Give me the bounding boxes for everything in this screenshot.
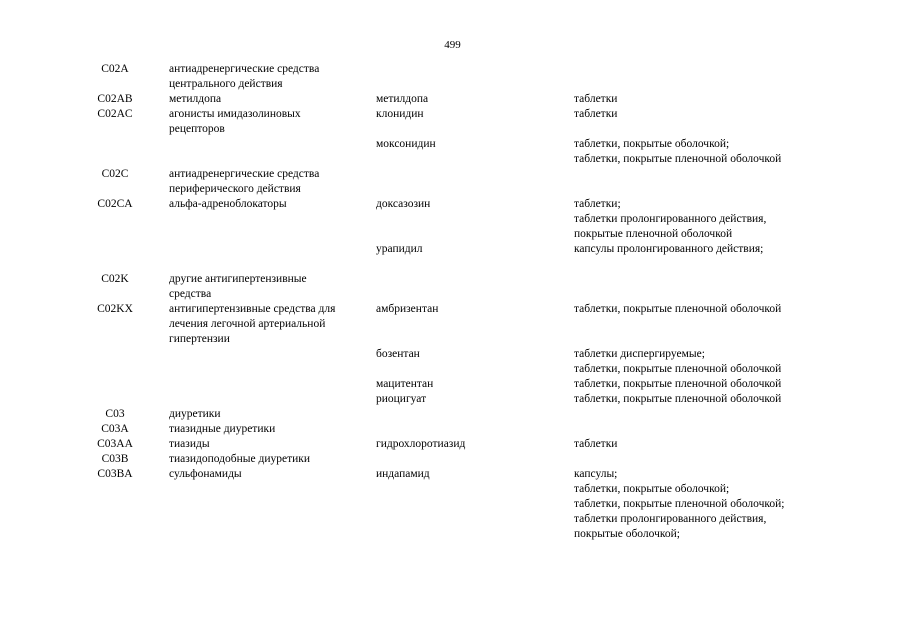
pharmacological-group: антиадренергические средства центрального действия: [169, 63, 320, 90]
table-row: [80, 302, 860, 347]
table-row: [80, 92, 860, 107]
drug-name: урапидил: [376, 243, 423, 255]
pharmacological-group: метилдопа: [169, 93, 222, 105]
table-row: [80, 167, 860, 197]
atc-code: C02KX: [97, 303, 133, 315]
table-row: [80, 62, 860, 92]
atc-code: C02C: [101, 168, 129, 180]
table-row: [80, 377, 860, 392]
pharmacological-group: альфа-адреноблокаторы: [169, 198, 287, 210]
atc-code: C02AB: [97, 93, 133, 105]
table-row: [80, 197, 860, 242]
atc-code: C03A: [101, 423, 129, 435]
page-number: 499: [444, 39, 461, 51]
dosage-form: таблетки, покрытые оболочкой; таблетки, покрытые пленочной оболочкой: [574, 138, 782, 165]
atc-code: C03B: [101, 453, 129, 465]
drug-name: моксонидин: [376, 138, 436, 150]
pharmacological-group: диуретики: [169, 408, 221, 420]
table-row: [80, 452, 860, 467]
drug-name: индапамид: [376, 468, 430, 480]
atc-code: C02AC: [97, 108, 133, 120]
atc-code: C02A: [101, 63, 129, 75]
drug-name: амбризентан: [376, 303, 439, 315]
pharmacological-group: антигипертензивные средства для лечения легочной артериальной гипертензии: [169, 303, 336, 345]
dosage-form: таблетки, покрытые пленочной оболочкой: [574, 378, 782, 390]
dosage-form: таблетки: [574, 438, 618, 450]
table-row: [80, 137, 860, 167]
table-row: [80, 467, 860, 542]
dosage-form: таблетки диспергируемые; таблетки, покрытые пленочной оболочкой: [574, 348, 782, 375]
drug-classification-table: [80, 62, 860, 542]
drug-name: мацитентан: [376, 378, 434, 390]
dosage-form: таблетки: [574, 108, 618, 120]
dosage-form: таблетки: [574, 93, 618, 105]
drug-name: доксазозин: [376, 198, 431, 210]
pharmacological-group: тиазидные диуретики: [169, 423, 276, 435]
table-row: [80, 347, 860, 377]
dosage-form: таблетки; таблетки пролонгированного действия, покрытые пленочной оболочкой: [574, 198, 767, 240]
table-row: [80, 422, 860, 437]
table-row: [80, 407, 860, 422]
atc-code: C03: [105, 408, 125, 420]
drug-name: метилдопа: [376, 93, 429, 105]
atc-code: C03AA: [97, 438, 133, 450]
drug-name: гидрохлоротиазид: [376, 438, 466, 450]
pharmacological-group: антиадренергические средства периферического действия: [169, 168, 320, 195]
drug-name: риоцигуат: [376, 393, 427, 405]
dosage-form: таблетки, покрытые пленочной оболочкой: [574, 303, 782, 315]
pharmacological-group: агонисты имидазолиновых рецепторов: [169, 108, 301, 135]
table-row: [80, 242, 860, 257]
pharmacological-group: сульфонамиды: [169, 468, 242, 480]
drug-name: клонидин: [376, 108, 424, 120]
table-row: [80, 437, 860, 452]
dosage-form: капсулы пролонгированного действия;: [574, 243, 764, 255]
dosage-form: капсулы; таблетки, покрытые оболочкой; таблетки, покрытые пленочной оболочкой; таблетки пролонгированного действия, покрытые оболочкой;: [574, 468, 785, 540]
atc-code: C02K: [101, 273, 129, 285]
atc-code: C02CA: [97, 198, 133, 210]
table-row: [80, 392, 860, 407]
dosage-form: таблетки, покрытые пленочной оболочкой: [574, 393, 782, 405]
table-row: [80, 272, 860, 302]
drug-name: бозентан: [376, 348, 420, 360]
pharmacological-group: другие антигипертензивные средства: [169, 273, 307, 300]
atc-code: C03BA: [97, 468, 133, 480]
pharmacological-group: тиазидоподобные диуретики: [169, 453, 310, 465]
table-row: [80, 107, 860, 137]
pharmacological-group: тиазиды: [169, 438, 210, 450]
